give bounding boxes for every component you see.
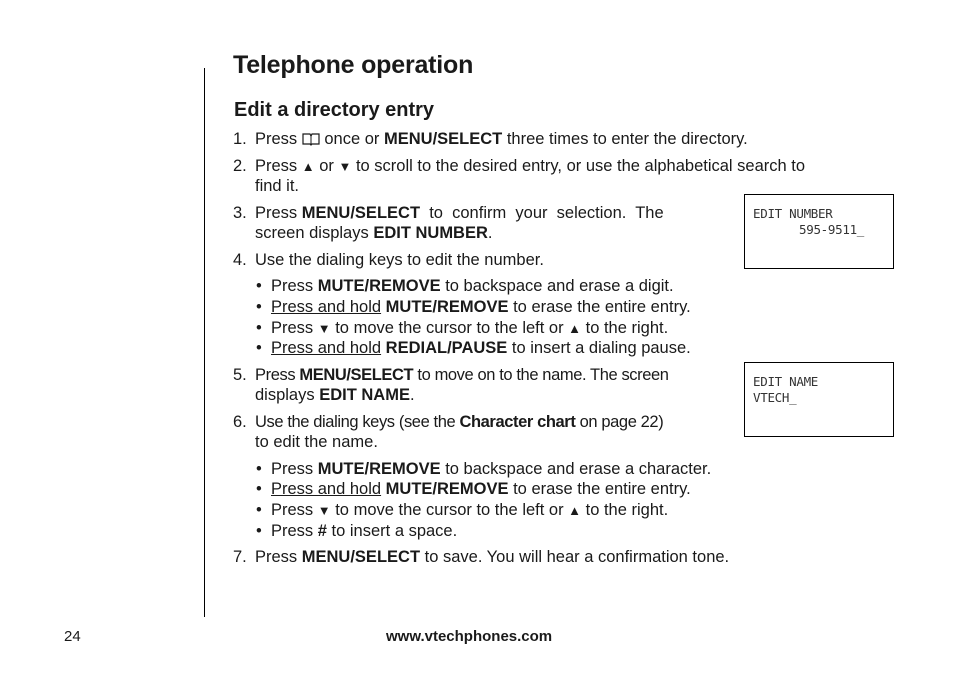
bullet: • — [256, 339, 262, 357]
step-2: Press ▲ or ▼ to scroll to the desired entry, or use the alphabetical search to — [255, 157, 806, 175]
up-arrow-icon: ▲ — [568, 321, 582, 336]
step-1: Press once or MENU/SELECT three times to enter the directory. — [255, 130, 748, 148]
step-number: 7. — [233, 548, 247, 566]
step-5: Press MENU/SELECT to move on to the name. The screen — [255, 366, 669, 384]
screen-line: EDIT NUMBER — [753, 206, 833, 221]
step-number: 6. — [233, 413, 247, 431]
step-number: 5. — [233, 366, 247, 384]
bullet-item: Press MUTE/REMOVE to backspace and erase a digit. — [271, 277, 674, 295]
step-6-cont: to edit the name. — [255, 433, 378, 451]
step-number: 1. — [233, 130, 247, 148]
step-number: 2. — [233, 157, 247, 175]
bullet-item: Press and hold MUTE/REMOVE to erase the entire entry. — [271, 480, 691, 498]
step-4: Use the dialing keys to edit the number. — [255, 251, 544, 269]
bullet: • — [256, 460, 262, 478]
bullet: • — [256, 522, 262, 540]
bullet: • — [256, 319, 262, 337]
down-arrow-icon: ▼ — [338, 159, 352, 174]
down-arrow-icon: ▼ — [317, 503, 331, 518]
bullet-item: Press and hold REDIAL/PAUSE to insert a dialing pause. — [271, 339, 691, 357]
page-number: 24 — [64, 628, 81, 645]
vertical-rule — [204, 68, 205, 617]
step-3: Press MENU/SELECT to confirm your selection. The — [255, 204, 664, 222]
down-arrow-icon: ▼ — [317, 321, 331, 336]
up-arrow-icon: ▲ — [568, 503, 582, 518]
lcd-screen-edit-name — [744, 362, 894, 437]
step-2-cont: find it. — [255, 177, 300, 195]
step-number: 4. — [233, 251, 247, 269]
step-7: Press MENU/SELECT to save. You will hear a confirmation tone. — [255, 548, 730, 566]
lcd-screen-edit-number — [744, 194, 894, 269]
bullet-item: Press MUTE/REMOVE to backspace and erase a character. — [271, 460, 712, 478]
step-number: 3. — [233, 204, 247, 222]
bullet-item: Press # to insert a space. — [271, 522, 458, 540]
website-link[interactable]: www.vtechphones.com — [386, 628, 553, 645]
bullet-item: Press ▼ to move the cursor to the left or ▲ to the right. — [271, 319, 669, 337]
section-title: Edit a directory entry — [234, 99, 435, 121]
step-6: Use the dialing keys (see the Character chart on page 22) — [255, 413, 664, 431]
screen-line: EDIT NAME — [753, 374, 819, 389]
bullet: • — [256, 480, 262, 498]
up-arrow-icon: ▲ — [301, 159, 315, 174]
bullet-item: Press and hold MUTE/REMOVE to erase the entire entry. — [271, 298, 691, 316]
screen-line: 595-9511_ — [799, 222, 865, 237]
book-icon — [302, 132, 320, 146]
bullet-item: Press ▼ to move the cursor to the left or ▲ to the right. — [271, 501, 669, 519]
step-5-cont: displays EDIT NAME. — [255, 386, 415, 404]
bullet: • — [256, 501, 262, 519]
step-3-cont: screen displays EDIT NUMBER. — [255, 224, 493, 242]
bullet: • — [256, 277, 262, 295]
screen-line: VTECH_ — [753, 390, 797, 405]
page-title: Telephone operation — [233, 51, 474, 79]
bullet: • — [256, 298, 262, 316]
